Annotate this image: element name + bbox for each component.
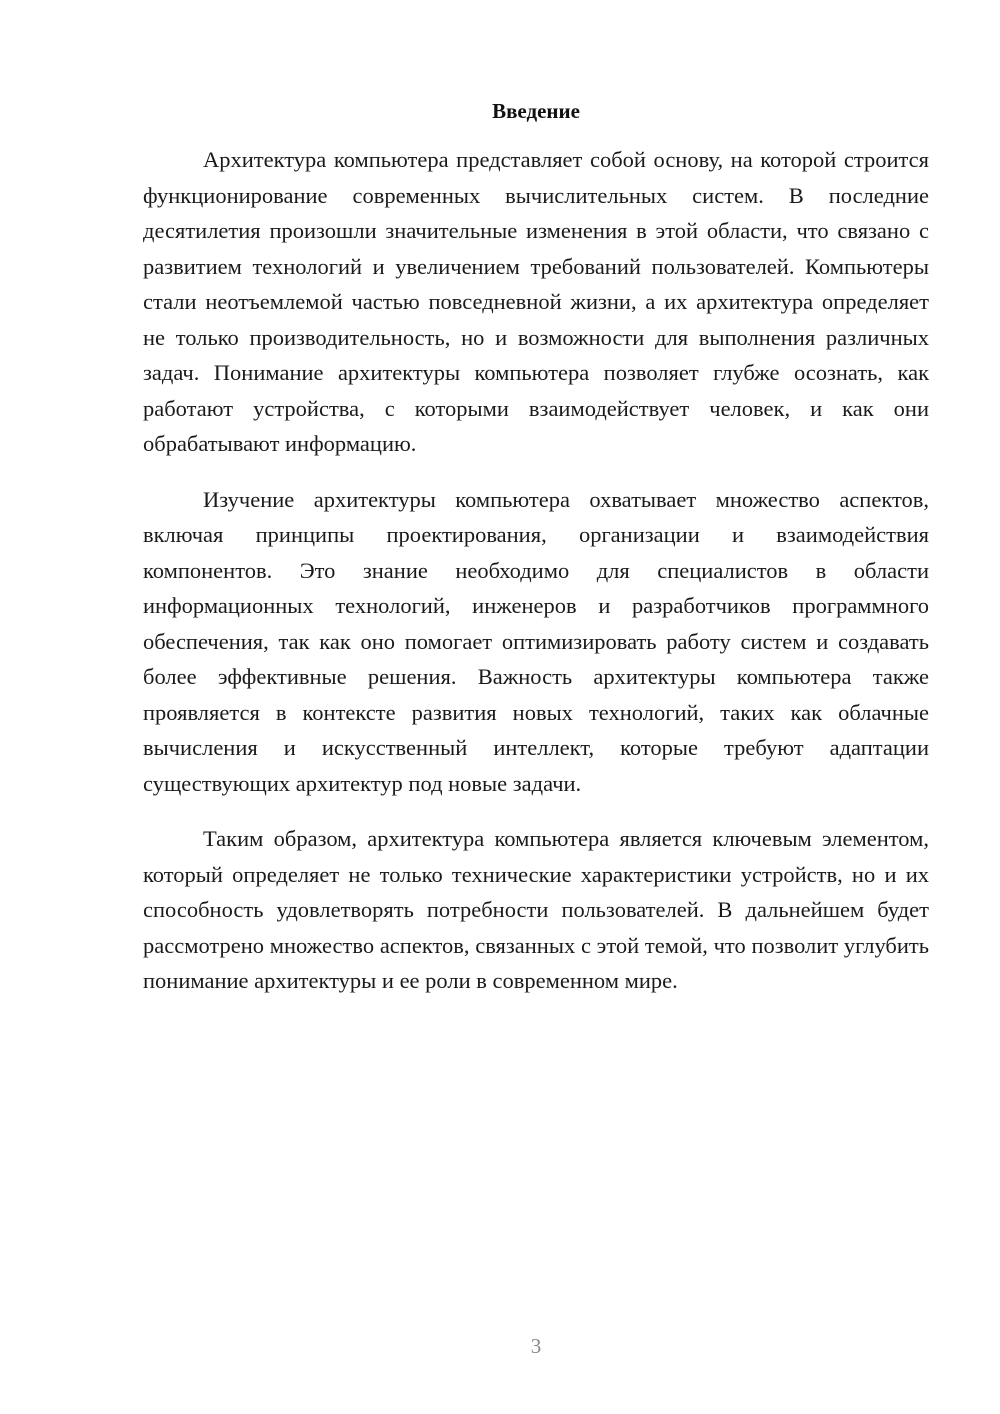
section-title: Введение: [492, 99, 580, 123]
document-body: [143, 142, 929, 999]
page-number: 3: [530, 1334, 542, 1358]
paragraph-1: Архитектура компьютера представляет собой основу, на которой строится функционирование современных вычислительных систем. В последние десятилетия произошли значительные изменения в этой области, что связано с развитием технологий и увеличением требований пользователей. Компьютеры стали неотъемлемой частью повседневной жизни, а их архитектура определяет не только производительность, но и возможности для выполнения различных задач. Понимание архитектуры компьютера позволяет глубже осознать, как работают устройства, с которыми взаимодействует человек, и как они обрабатывают информацию.: [143, 147, 929, 456]
paragraph-3: Таким образом, архитектура компьютера является ключевым элементом, который определяет не только технические характеристики устройств, но и их способность удовлетворять потребности пользователей. В дальнейшем будет рассмотрено множество аспектов, связанных с этой темой, что позволит углубить понимание архитектуры и ее роли в современном мире.: [143, 826, 929, 993]
paragraph-2: Изучение архитектуры компьютера охватывает множество аспектов, включая принципы проектирования, организации и взаимодействия компонентов. Это знание необходимо для специалистов в области информационных технологий, инженеров и разработчиков программного обеспечения, так как оно помогает оптимизировать работу систем и создавать более эффективные решения. Важность архитектуры компьютера также проявляется в контексте развития новых технологий, таких как облачные вычисления и искусственный интеллект, которые требуют адаптации существующих архитектур под новые задачи.: [143, 486, 929, 796]
